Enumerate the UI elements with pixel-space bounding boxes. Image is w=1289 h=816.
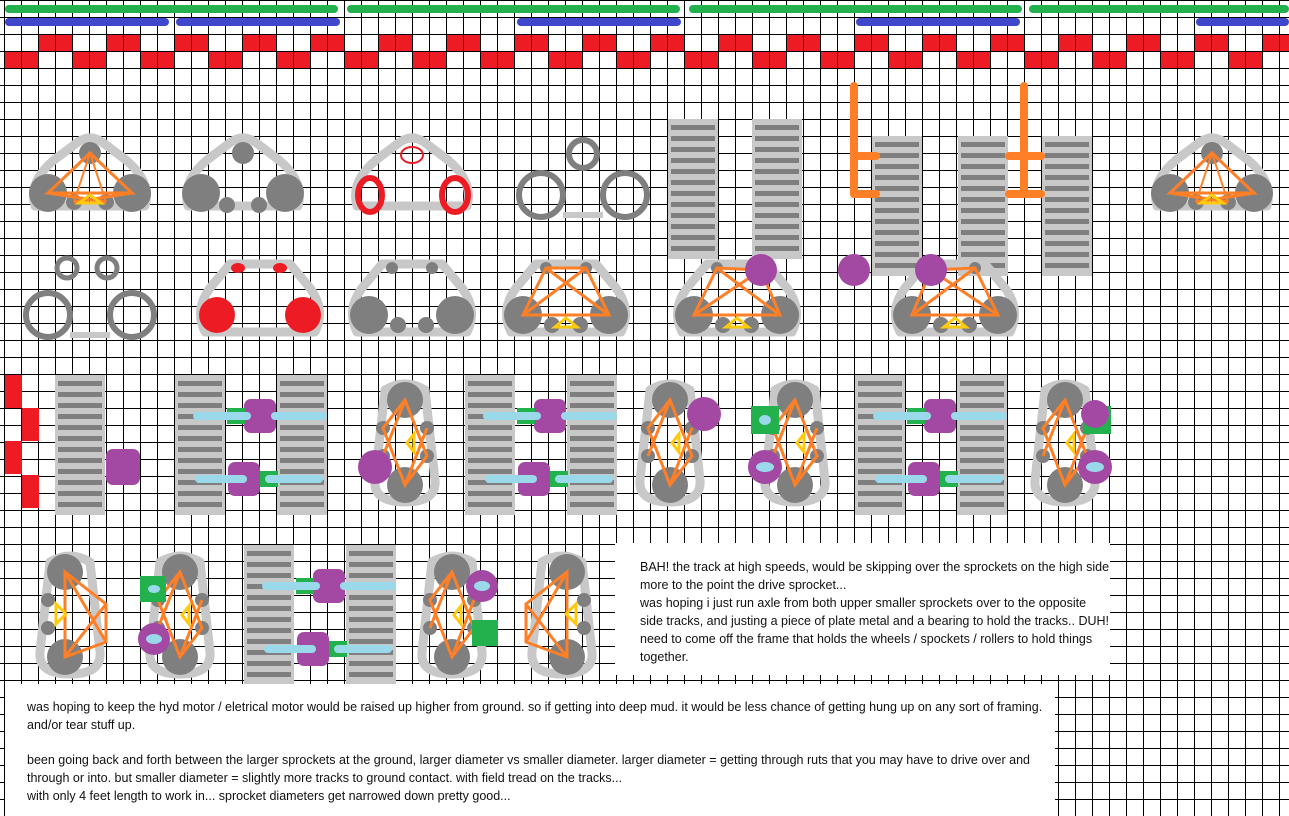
red-cell [1212, 35, 1228, 51]
red-cell [379, 35, 395, 51]
red-cell [277, 52, 293, 68]
red-cell [5, 52, 21, 68]
note-bottom-para-1: was hoping to keep the hyd motor / eletrical motor would be raised up higher from ground. so if getting into deep mud. it would be less chance of getting hung up on any sort of framing. and/or tear stuff up. [27, 700, 1043, 732]
red-cell [413, 52, 429, 68]
row3-side-assy-b [640, 382, 721, 503]
red-cell [56, 35, 72, 51]
row1-ring-sprockets [519, 140, 647, 218]
red-cell [1093, 52, 1109, 68]
row3-drive-top-c [855, 375, 1007, 515]
red-cell [855, 35, 871, 51]
row1-sprockets-only [182, 138, 304, 213]
red-cell [1008, 35, 1024, 51]
red-cell [787, 35, 803, 51]
red-cell [702, 52, 718, 68]
row1-red-outline-sprockets [356, 138, 469, 212]
row3-single-track-motor [55, 375, 140, 515]
red-cell [940, 35, 956, 51]
red-cell [583, 35, 599, 51]
red-cell [617, 52, 633, 68]
red-cell [1110, 52, 1126, 68]
row3-red-side-blocks [5, 375, 39, 508]
red-cell [923, 35, 939, 51]
red-cell [90, 52, 106, 68]
red-cell [464, 35, 480, 51]
row3-side-assy-c [748, 382, 825, 503]
red-cell [1025, 52, 1041, 68]
red-cell [736, 35, 752, 51]
red-cell [906, 52, 922, 68]
red-cell [192, 35, 208, 51]
red-cell [1144, 35, 1160, 51]
red-cell [243, 35, 259, 51]
red-cell [753, 52, 769, 68]
red-cell [804, 35, 820, 51]
red-cell [175, 35, 191, 51]
red-cell [1059, 35, 1075, 51]
red-cell [634, 52, 650, 68]
red-cell [1280, 35, 1289, 51]
row4-side-assy-d [526, 554, 592, 675]
red-cell [600, 35, 616, 51]
red-cell [294, 52, 310, 68]
red-cell [838, 52, 854, 68]
row1-tracks-with-axles [850, 82, 1092, 276]
red-cell [1195, 35, 1211, 51]
row3-drive-top-b [465, 375, 617, 515]
top-stripes [5, 5, 1289, 26]
red-cell [651, 35, 667, 51]
red-cell [107, 35, 123, 51]
red-cell [328, 35, 344, 51]
red-cell [226, 52, 242, 68]
red-cell [141, 52, 157, 68]
red-cell [22, 52, 38, 68]
row1-full-assembly-b [1151, 138, 1273, 212]
row2-ring-sprockets [26, 258, 154, 338]
red-cell [345, 52, 361, 68]
red-cell [73, 52, 89, 68]
row1-tracks-pair [668, 119, 802, 259]
red-cell [566, 52, 582, 68]
red-cell [685, 52, 701, 68]
red-cell [549, 52, 565, 68]
red-cell [974, 52, 990, 68]
row2-quad-sprockets [350, 262, 474, 334]
note-right-line-2: was hoping i just run axle from both upper smaller sprockets over to the opposite side tracks, and justing a piece of plate metal and a bearing to hold the tracks.. DUH! need to come off the frame that holds the wheels / spockets / rollers to hold things together. [640, 596, 1110, 664]
red-cell [668, 35, 684, 51]
red-cell [770, 52, 786, 68]
row2-framed-quad [504, 262, 628, 334]
red-cell [311, 35, 327, 51]
row4-side-assy-c [422, 554, 498, 675]
row4-drive-top [244, 545, 396, 685]
row4-side-assy-a [40, 554, 106, 675]
note-bottom-para-3: with only 4 feet length to work in... sprocket diameters get narrowed down pretty good... [27, 789, 511, 803]
red-cell [447, 35, 463, 51]
note-motor-and-sprockets [5, 684, 1055, 816]
red-cell [821, 52, 837, 68]
red-cell [396, 35, 412, 51]
red-cell [1042, 52, 1058, 68]
red-cell [1178, 52, 1194, 68]
red-cell [498, 52, 514, 68]
row3-drive-top-a [175, 375, 327, 515]
red-cell [430, 52, 446, 68]
row4-side-assy-b [138, 554, 210, 675]
red-cell [515, 35, 531, 51]
row3-side-assy-d [1035, 382, 1112, 503]
red-cell [1263, 35, 1279, 51]
note-right-line-1: BAH! the track at high speeds, would be skipping over the sprockets on the high side more to the point the drive sprocket... [640, 560, 1110, 592]
red-cell [1161, 52, 1177, 68]
row1-full-assembly-a [29, 138, 151, 212]
red-cell [481, 52, 497, 68]
note-bottom-para-2: been going back and forth between the larger sprockets at the ground, larger diameter vs smaller diameter. larger diameter = getting through ruts that you may have to drive over and through or into. but smaller diameter = slightly more tracks to ground contact. with field tread on the tracks... [27, 753, 1030, 785]
red-checker-band [5, 35, 1289, 68]
red-cell [362, 52, 378, 68]
note-track-skipping [615, 543, 1110, 675]
red-cell [872, 35, 888, 51]
red-cell [957, 52, 973, 68]
red-cell [991, 35, 1007, 51]
red-cell [719, 35, 735, 51]
row2-motor-standalone [838, 254, 870, 286]
red-cell [889, 52, 905, 68]
row3-side-assy-a [358, 382, 435, 503]
row2-framed-quad-motor [675, 254, 799, 334]
red-cell [209, 52, 225, 68]
red-cell [39, 35, 55, 51]
red-cell [1229, 52, 1245, 68]
red-cell [532, 35, 548, 51]
red-cell [1246, 52, 1262, 68]
row2-red-drive-wheels [199, 263, 321, 333]
red-cell [260, 35, 276, 51]
red-cell [124, 35, 140, 51]
red-cell [158, 52, 174, 68]
red-cell [1076, 35, 1092, 51]
red-cell [1127, 35, 1143, 51]
